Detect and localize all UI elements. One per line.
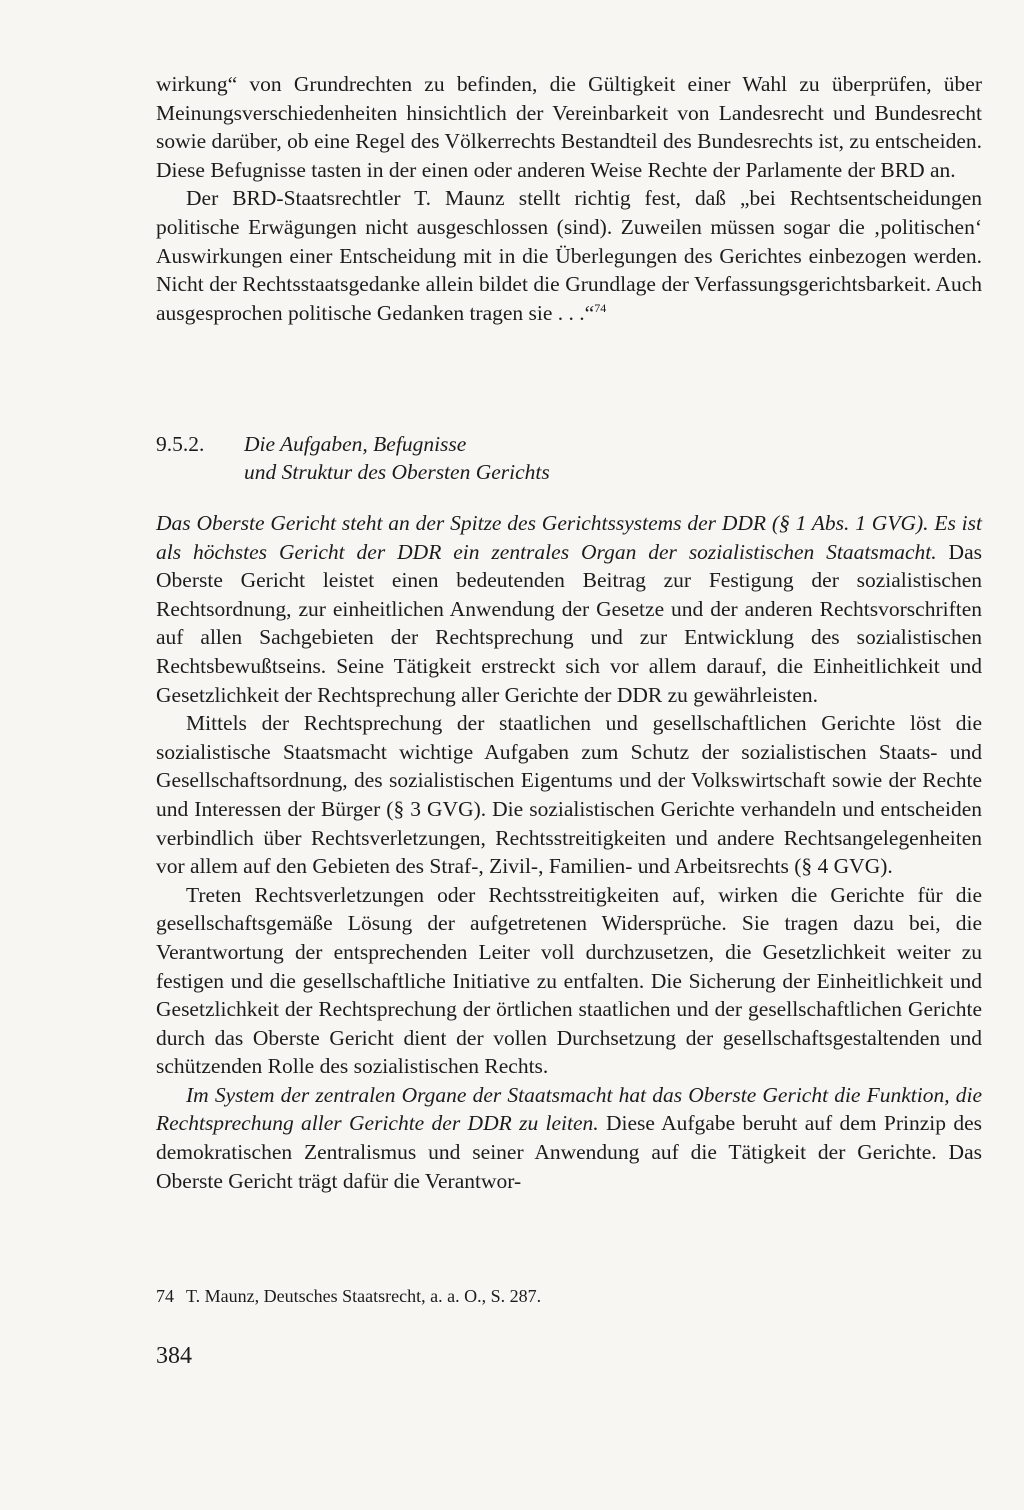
continued-text-block xyxy=(156,70,982,327)
emphasized-text: Im System der zentralen Organe der Staatsmacht hat das Oberste Gericht die Funktion, die Rechtsprechung aller Gerichte der DDR zu leiten. xyxy=(156,1082,982,1136)
emphasized-text: Das Oberste Gericht steht an der Spitze des Gerichtssystems der DDR (§ 1 Abs. 1 GVG). Es ist als höchstes Gericht der DDR ein zentrales Organ der sozialistischen Staatsmacht. xyxy=(156,511,982,564)
paragraph xyxy=(156,1081,982,1195)
page-number: 384 xyxy=(156,1343,192,1369)
section-title-line: Die Aufgaben, Befugnisse xyxy=(244,432,467,456)
paragraph xyxy=(156,509,982,709)
paragraph-maunz-quote xyxy=(156,184,982,327)
section-heading xyxy=(156,430,982,486)
paragraph-text: Das Oberste Gericht leistet einen bedeutenden Beitrag zur Festigung der sozialistischen Rechtsordnung, zur einheitlichen Anwendung der Gesetze und der anderen Rechtsvorschriften auf allen Sachgebieten der Rechtsprechung und zur Entwicklung des sozialistischen Rechtsbewußtseins. Seine Tätigkeit erstreckt sich vor allem darauf, die Einheitlichkeit und Gesetzlichkeit der Rechtsprechung aller Gerichte der DDR zu gewährleisten. xyxy=(156,539,982,707)
paragraph: Treten Rechtsverletzungen oder Rechtsstreitigkeiten auf, wirken die Gerichte für die gesellschaftsgemäße Lösung der aufgetretenen Widersprüche. Sie tragen dazu bei, die Verantwortung der entsprechenden Leiter voll durchzusetzen, die Gesetzlichkeit weiter zu festigen und die gesellschaftliche Initiative zu entfalten. Die Sicherung der Einheitlichkeit und Gesetzlichkeit der Rechtsprechung der örtlichen staatlichen und der gesellschaftlichen Gerichte durch das Oberste Gericht dient der vollen Durchsetzung der gesellschaftsgestaltenden und schützenden Rolle des sozialistischen Rechts. xyxy=(156,882,982,1079)
section-title xyxy=(244,430,982,486)
footnote xyxy=(156,1284,982,1308)
paragraph: wirkung“ von Grundrechten zu befinden, die Gültigkeit einer Wahl zu überprüfen, über Meinungsverschiedenheiten hinsichtlich der Vereinbarkeit von Landesrecht und Bundesrecht sowie darüber, ob eine Regel des Völkerrechts Bestandteil des Bundesrechts ist, zu entscheiden. Diese Befugnisse tasten in der einen oder anderen Weise Rechte der Parlamente der BRD an. xyxy=(156,72,982,182)
footnote-reference: 74 xyxy=(594,300,607,315)
section-body xyxy=(156,509,982,1195)
paragraph-text: Diese Aufgabe beruht auf dem Prinzip des demokratischen Zentralismus und seiner Anwendung auf die Tätigkeit der Gerichte. Das Oberste Gericht trägt dafür die Verantwor- xyxy=(156,1111,982,1193)
quote-text: Der BRD-Staatsrechtler T. Maunz stellt richtig fest, daß „bei Rechtsentscheidungen politische Erwägungen nicht ausgeschlossen (sind). Zuweilen müssen sogar die ‚politischen‘ Auswirkungen einer Entscheidung mit in die Überlegungen des Gerichtes einbezogen werden. Nicht der Rechtsstaatsgedanke allein bildet die Grundlage der Verfassungsgerichtsbarkeit. Auch ausgesprochen politische Gedanken tragen sie . . .“ xyxy=(156,186,982,325)
footnote-text: T. Maunz, Deutsches Staatsrecht, a. a. O., S. 287. xyxy=(186,1286,542,1306)
paragraph: Mittels der Rechtsprechung der staatlichen und gesellschaftlichen Gerichte löst die sozialistische Staatsmacht wichtige Aufgaben zum Schutz der sozialistischen Staats- und Gesellschaftsordnung, des sozialistischen Eigentums und der Volkswirtschaft sowie der Rechte und Interessen der Bürger (§ 3 GVG). Die sozialistischen Gerichte verhandeln und entscheiden verbindlich über Rechtsverletzungen, Rechtsstreitigkeiten und andere Rechtsangelegenheiten vor allem auf den Gebieten des Straf-, Zivil-, Familien- und Arbeitsrechts (§ 4 GVG). xyxy=(156,711,982,879)
section-number: 9.5.2. xyxy=(156,432,205,456)
footnote-number: 74 xyxy=(156,1286,174,1306)
section-title-line: und Struktur des Obersten Gerichts xyxy=(244,460,550,484)
